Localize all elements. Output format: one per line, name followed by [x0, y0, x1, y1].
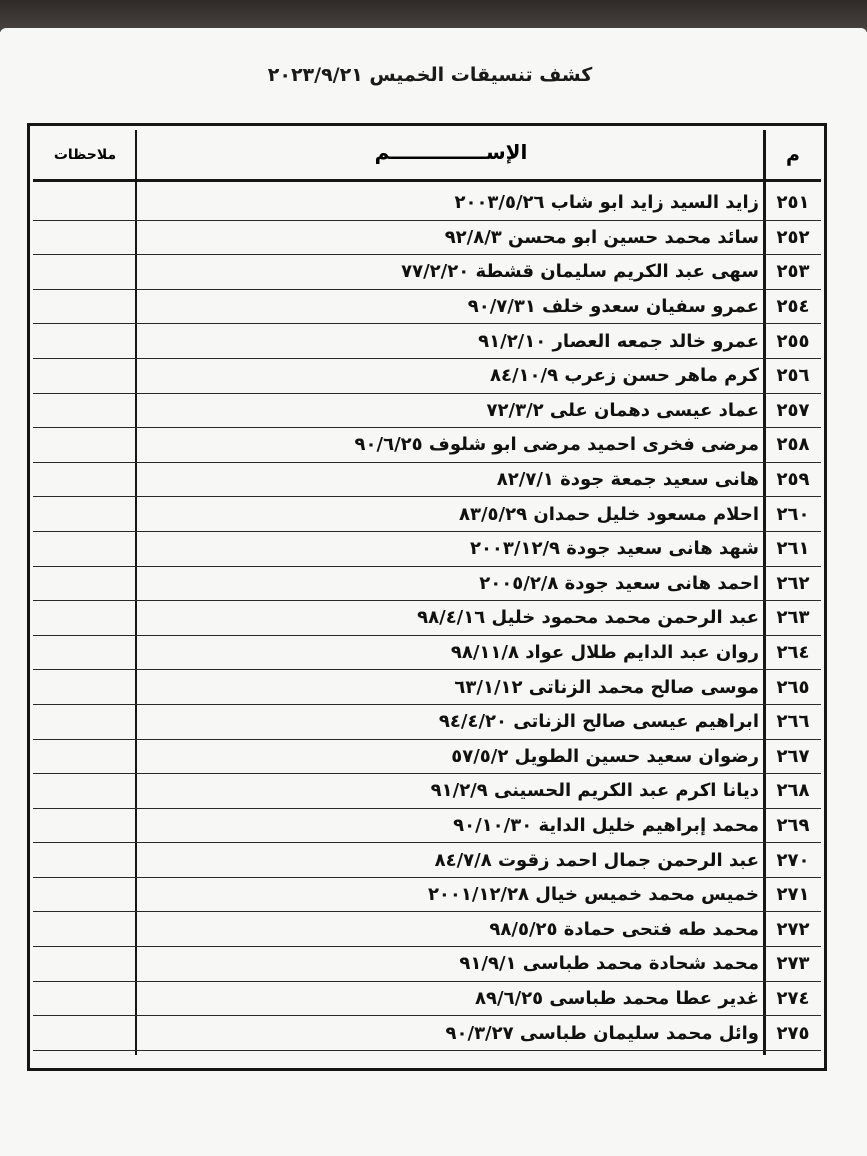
table-row: [33, 394, 821, 429]
table-row: [33, 567, 821, 602]
table-row: [33, 636, 821, 671]
table-row: [33, 428, 821, 463]
table-row: [33, 878, 821, 913]
row-name-and-date: عمرو سفيان سعدو خلف ٩٠/٧/٣١: [467, 296, 759, 318]
row-number: ٢٦٤: [776, 642, 810, 664]
row-number: ٢٥٢: [776, 226, 810, 248]
row-number: ٢٧٠: [776, 849, 810, 871]
row-number: ٢٧٥: [776, 1022, 810, 1044]
row-number: ٢٥٤: [776, 296, 810, 318]
row-name-and-date: محمد إبراهيم خليل الداية ٩٠/١٠/٣٠: [453, 814, 759, 836]
row-name-and-date: احمد هانى سعيد جودة ٢٠٠٥/٢/٨: [479, 572, 759, 594]
table-row: [33, 670, 821, 705]
row-name-and-date: ابراهيم عيسى صالح الزناتى ٩٤/٤/٢٠: [438, 711, 759, 733]
row-number: ٢٦٢: [776, 572, 810, 594]
row-name-and-date: غدير عطا محمد طباسى ٨٩/٦/٢٥: [475, 987, 759, 1009]
row-number: ٢٥٣: [776, 261, 810, 283]
row-number: ٢٧١: [776, 884, 810, 906]
row-number: ٢٥١: [776, 192, 810, 214]
table-row: [33, 740, 821, 775]
table-row: [33, 532, 821, 567]
row-name-and-date: عماد عيسى دهمان على ٧٢/٣/٢: [486, 399, 759, 421]
table-row: [33, 843, 821, 878]
table-row: [33, 359, 821, 394]
row-number: ٢٦٩: [776, 814, 810, 836]
row-name-and-date: محمد شحادة محمد طباسى ٩١/٩/١: [459, 953, 759, 975]
row-number: ٢٦٥: [776, 676, 810, 698]
table-row: [33, 324, 821, 359]
row-name-and-date: موسى صالح محمد الزناتى ٦٣/١/١٢: [454, 676, 759, 698]
row-number: ٢٧٢: [776, 918, 810, 940]
row-name-and-date: سائد محمد حسين ابو محسن ٩٢/٨/٣: [444, 226, 759, 248]
row-number: ٢٧٤: [776, 987, 810, 1009]
row-number: ٢٥٨: [776, 434, 810, 456]
table-body: [33, 186, 821, 1051]
row-name-and-date: مرضى فخرى احميد مرضى ابو شلوف ٩٠/٦/٢٥: [354, 434, 759, 456]
row-name-and-date: روان عبد الدايم طلال عواد ٩٨/١١/٨: [450, 642, 759, 664]
row-number: ٢٦١: [776, 538, 810, 560]
table-row: [33, 1016, 821, 1051]
table-row: [33, 705, 821, 740]
column-header-name: الإســــــــــــــم: [374, 140, 528, 164]
row-number: ٢٧٣: [776, 953, 810, 975]
table-row: [33, 186, 821, 221]
table-row: [33, 947, 821, 982]
column-header-number: م: [786, 144, 800, 166]
row-name-and-date: زايد السيد زايد ابو شاب ٢٠٠٣/٥/٢٦: [454, 192, 759, 214]
table-row: [33, 601, 821, 636]
table-row: [33, 774, 821, 809]
row-number: ٢٥٥: [776, 330, 810, 352]
table-row: [33, 463, 821, 498]
table-row: [33, 982, 821, 1017]
row-name-and-date: كرم ماهر حسن زعرب ٨٤/١٠/٩: [489, 365, 759, 387]
row-name-and-date: احلام مسعود خليل حمدان ٨٣/٥/٢٩: [458, 503, 759, 525]
table-header: [33, 130, 821, 182]
column-header-notes: ملاحظات: [53, 147, 117, 163]
row-name-and-date: شهد هانى سعيد جودة ٢٠٠٣/١٢/٩: [469, 538, 759, 560]
row-number: ٢٦٠: [776, 503, 810, 525]
row-name-and-date: هانى سعيد جمعة جودة ٨٢/٧/١: [496, 469, 759, 491]
row-name-and-date: عبد الرحمن جمال احمد زقوت ٨٤/٧/٨: [434, 849, 759, 871]
table-row: [33, 255, 821, 290]
row-number: ٢٥٩: [776, 469, 810, 491]
row-name-and-date: خميس محمد خميس خيال ٢٠٠١/١٢/٢٨: [427, 884, 759, 906]
row-number: ٢٦٣: [776, 607, 810, 629]
row-name-and-date: رضوان سعيد حسين الطويل ٥٧/٥/٢: [451, 745, 759, 767]
document-title: كشف تنسيقات الخميس ٢٠٢٣/٩/٢١: [267, 64, 593, 86]
table-row: [33, 912, 821, 947]
row-number: ٢٥٦: [776, 365, 810, 387]
row-name-and-date: محمد طه فتحى حمادة ٩٨/٥/٢٥: [489, 918, 759, 940]
table-row: [33, 809, 821, 844]
table-row: [33, 290, 821, 325]
row-number: ٢٥٧: [776, 399, 810, 421]
row-number: ٢٦٨: [776, 780, 810, 802]
row-name-and-date: ديانا اكرم عبد الكريم الحسينى ٩١/٢/٩: [430, 780, 759, 802]
row-number: ٢٦٧: [776, 745, 810, 767]
row-name-and-date: سهى عبد الكريم سليمان قشطة ٧٧/٢/٢٠: [401, 261, 759, 283]
row-number: ٢٦٦: [776, 711, 810, 733]
row-name-and-date: عمرو خالد جمعه العصار ٩١/٢/١٠: [478, 330, 759, 352]
table-row: [33, 497, 821, 532]
row-name-and-date: وائل محمد سليمان طباسى ٩٠/٣/٢٧: [445, 1022, 759, 1044]
table-row: [33, 221, 821, 256]
row-name-and-date: عبد الرحمن محمد محمود خليل ٩٨/٤/١٦: [417, 607, 759, 629]
